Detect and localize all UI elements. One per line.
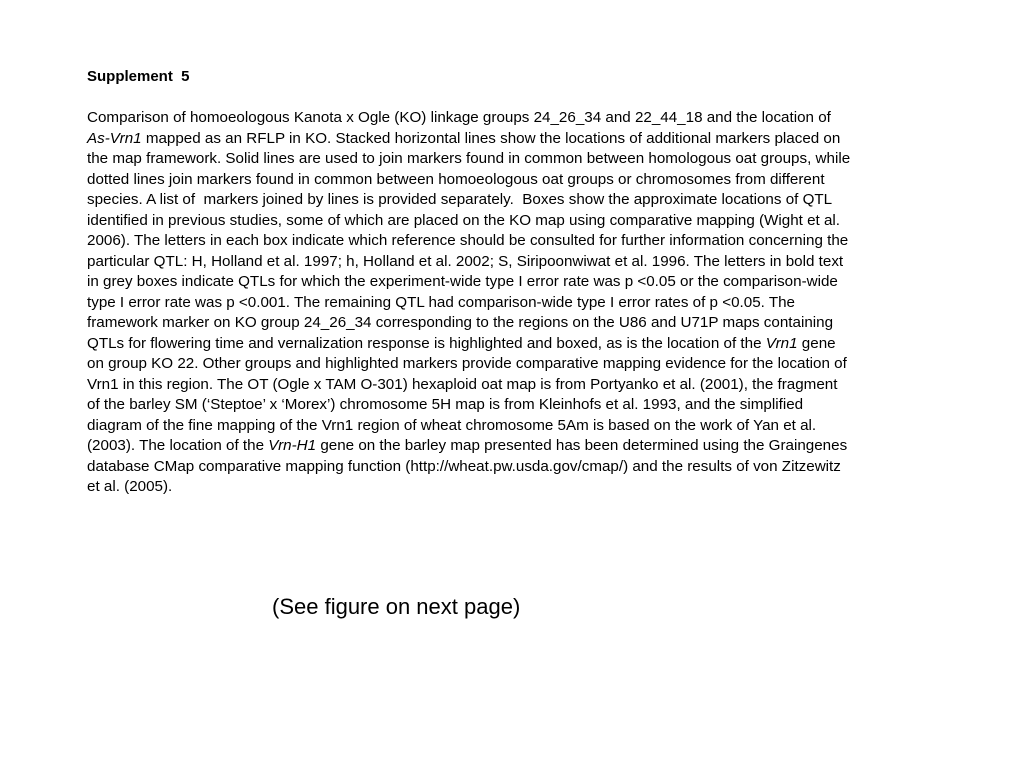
caption-text-segment: framework marker on KO group 24_26_34 corresponding to the regions on the U86 and U71P maps containing: [87, 314, 834, 331]
caption-text-segment: QTLs for flowering time and vernalization response is highlighted and boxed, as is the location of the: [87, 334, 766, 352]
figure-caption-text: [87, 108, 947, 498]
caption-text-segment: species. A list of markers joined by lines is provided separately. Boxes show the approximate locations of QTL: [87, 191, 833, 208]
caption-text-segment: (2003). The location of the: [87, 437, 269, 454]
caption-line: [87, 149, 947, 170]
see-figure-note: (See figure on next page): [272, 594, 521, 619]
caption-text-segment: mapped as an RFLP in KO. Stacked horizontal lines show the locations of additional markers placed on: [141, 129, 841, 147]
caption-line: [87, 190, 947, 211]
gene-name: As-Vrn1: [87, 129, 142, 147]
caption-text-segment: on group KO 22. Other groups and highlighted markers provide comparative mapping evidence for the location of: [87, 355, 847, 372]
caption-line: [87, 129, 947, 150]
caption-text-segment: et al. (2005).: [87, 478, 173, 495]
caption-line: [87, 416, 947, 437]
caption-text-segment: the map framework. Solid lines are used to join markers found in common between homologous oat groups, while: [87, 150, 851, 167]
caption-line: [87, 395, 947, 416]
caption-text-segment: in grey boxes indicate QTLs for which the experiment-wide type I error rate was p <0.05 or the comparison-wide: [87, 273, 838, 290]
caption-line: [87, 211, 947, 232]
caption-line: [87, 272, 947, 293]
caption-text-segment: diagram of the fine mapping of the Vrn1 region of wheat chromosome 5Am is based on the work of Yan et al.: [87, 416, 817, 434]
gene-name: Vrn1: [765, 334, 798, 352]
caption-line: [87, 375, 947, 396]
caption-line: [87, 477, 947, 498]
caption-line: [87, 334, 947, 355]
gene-name: Vrn-H1: [268, 437, 317, 454]
caption-text-segment: 2006). The letters in each box indicate which reference should be consulted for further information concerning the: [87, 232, 849, 249]
caption-line: [87, 293, 947, 314]
caption-text-segment: Comparison of homoeologous Kanota x Ogle (KO) linkage groups 24_26_34 and 22_44_18 and the location of: [87, 109, 831, 126]
caption-text-segment: dotted lines join markers found in common between homoeologous oat groups or chromosomes from different: [87, 170, 825, 188]
caption-text-segment: Vrn1 in this region. The OT (Ogle x TAM O-301) hexaploid oat map is from Portyanko et al. (2001), the fragment: [87, 375, 838, 393]
supplement-heading: Supplement 5: [87, 68, 190, 85]
caption-text-segment: gene on the barley map presented has been determined using the Graingenes: [316, 437, 848, 454]
caption-line: [87, 313, 947, 334]
caption-line: [87, 252, 947, 273]
caption-line: [87, 170, 947, 191]
caption-line: [87, 108, 947, 129]
caption-line: [87, 457, 947, 478]
caption-line: [87, 436, 947, 457]
caption-text-segment: particular QTL: H, Holland et al. 1997; h, Holland et al. 2002; S, Siripoonwiwat et al. 1996. The letters in bold text: [87, 252, 844, 270]
caption-text-segment: identified in previous studies, some of which are placed on the KO map using comparative mapping (Wight et al.: [87, 211, 841, 229]
caption-text-segment: gene: [797, 334, 836, 352]
caption-text-segment: database CMap comparative mapping function (http://wheat.pw.usda.gov/cmap/) and the results of von Zitzewitz: [87, 457, 841, 475]
caption-line: [87, 354, 947, 375]
caption-text-segment: of the barley SM (‘Steptoe’ x ‘Morex’) chromosome 5H map is from Kleinhofs et al. 1993, and the simplified: [87, 396, 804, 413]
caption-text-segment: type I error rate was p <0.001. The remaining QTL had comparison-wide type I error rates of p <0.05. The: [87, 293, 795, 311]
caption-line: [87, 231, 947, 252]
